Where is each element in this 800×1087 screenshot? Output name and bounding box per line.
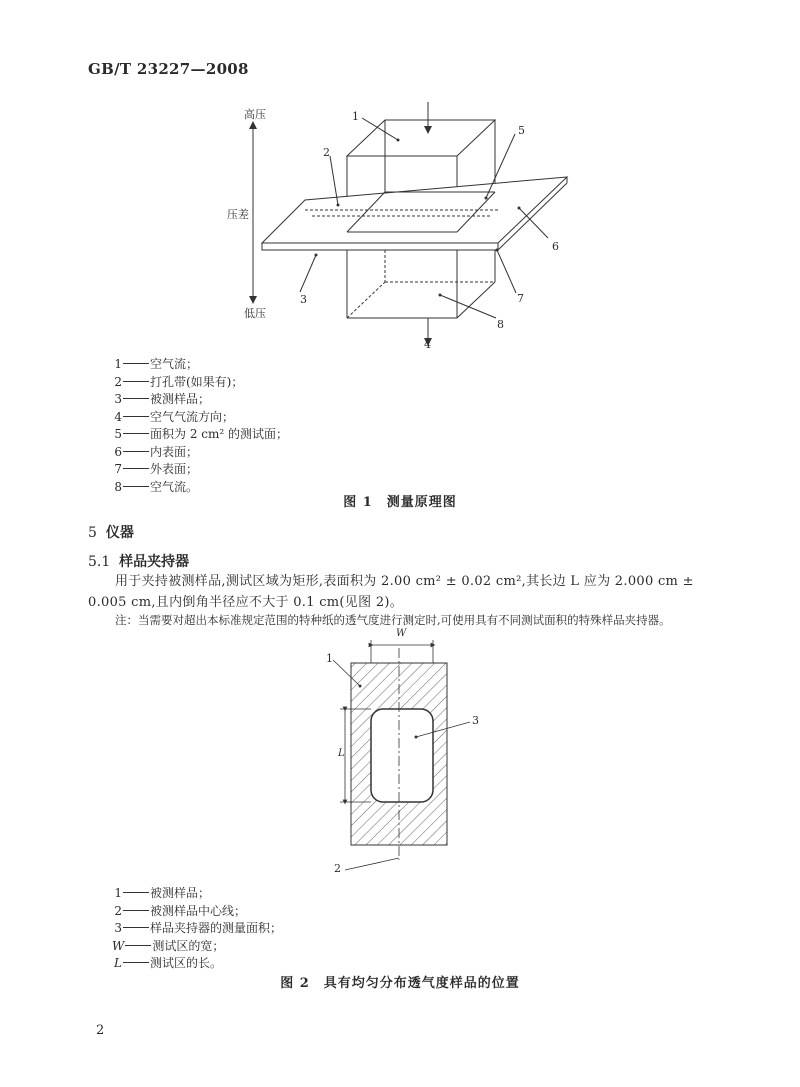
legend-item: 2 打孔带(如果有)； xyxy=(114,374,244,389)
low-pressure-label: 低压 xyxy=(244,307,266,320)
legend-item: 5 面积为 2 cm² 的测试面； xyxy=(114,427,288,441)
legend-item: 1 空气流； xyxy=(114,357,199,371)
legend-item: L 测试区的长。 xyxy=(114,956,223,970)
high-pressure-label: 高压 xyxy=(244,108,266,121)
body-paragraph-line-2: 0.005 cm,且内倒角半径应不大于 0.1 cm(见图 2)。 xyxy=(88,595,404,610)
figure1-callout-7: 7 xyxy=(517,292,524,305)
pressure-diff-label: 压差 xyxy=(227,208,249,221)
figure1-callout-1: 1 xyxy=(352,110,359,123)
legend-item: W 测试区的宽； xyxy=(112,938,225,953)
figure1-callout-3: 3 xyxy=(300,293,307,306)
figure1-legend xyxy=(112,356,288,496)
figure2-callout-1: 1 xyxy=(326,652,333,665)
legend-item: 8 空气流。 xyxy=(114,479,199,494)
figure1-callout-6: 6 xyxy=(552,240,559,253)
figure1-callout-4: 4 xyxy=(424,338,431,351)
figure1-diagram xyxy=(215,98,585,350)
body-paragraph-line-1: 用于夹持被测样品,测试区域为矩形,表面积为 2.00 cm² ± 0.02 cm²,其长边 L 应为 2.000 cm ± xyxy=(115,574,694,589)
note-text: 注：当需要对超出本标准规定范围的特种纸的透气度进行测定时,可使用具有不同测试面积的特殊样品夹持器。 xyxy=(115,613,671,627)
figure1-callout-8: 8 xyxy=(497,318,504,331)
legend-item: 4 空气气流方向； xyxy=(114,409,235,424)
figure1-callout-5: 5 xyxy=(518,124,525,137)
figure2-callout-2: 2 xyxy=(334,862,341,875)
legend-item: 2 被测样品中心线； xyxy=(114,903,247,918)
page-number: 2 xyxy=(96,1023,105,1038)
figure2-callout-3: 3 xyxy=(472,714,479,727)
width-label: W xyxy=(396,628,407,639)
figure2-diagram xyxy=(320,625,490,875)
legend-item: 7 外表面； xyxy=(114,462,199,476)
figure2-caption: 图 2 具有均匀分布透气度样品的位置 xyxy=(280,976,520,991)
figure1-callout-2: 2 xyxy=(323,146,330,159)
figure2-legend xyxy=(112,885,282,973)
document-code: GB/T 23227—2008 xyxy=(88,60,249,78)
subsection-heading: 5.1 样品夹持器 xyxy=(88,554,190,570)
legend-item: 3 样品夹持器的测量面积； xyxy=(114,921,283,935)
figure1-caption: 图 1 测量原理图 xyxy=(343,495,457,510)
legend-item: 3 被测样品； xyxy=(114,392,211,406)
section-heading: 5 仪器 xyxy=(88,525,134,541)
legend-item: 1 被测样品； xyxy=(114,886,211,900)
legend-item: 6 内表面； xyxy=(114,444,199,459)
length-label: L xyxy=(338,748,345,759)
